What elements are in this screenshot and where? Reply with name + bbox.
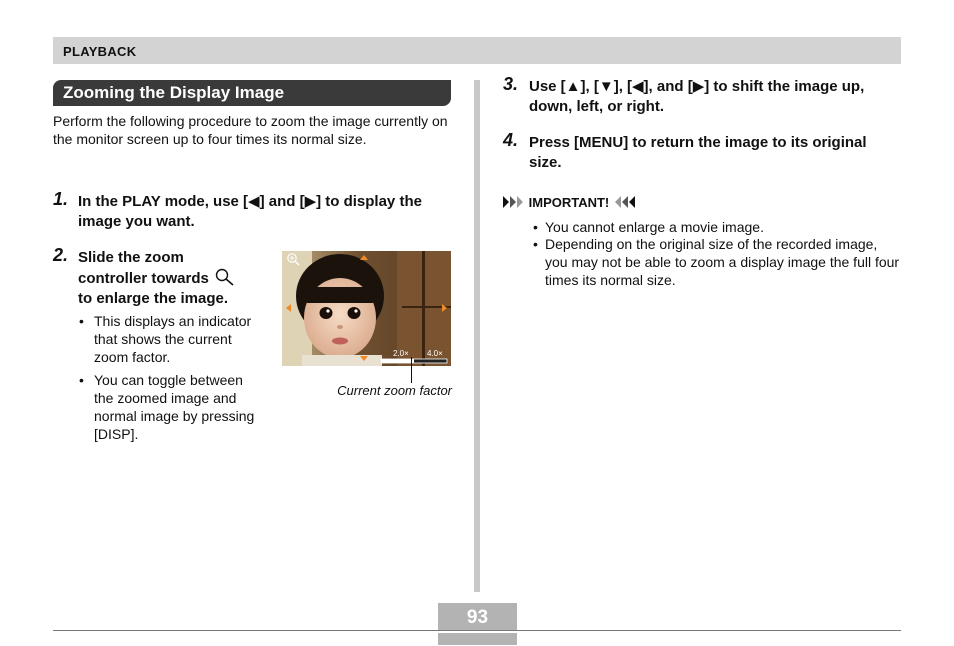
zoom-max-label: 4.0× [427,349,443,358]
triple-arrow-right-icon [503,196,525,208]
magnifier-icon [215,268,235,286]
zoomed-photo-example [282,251,451,366]
important-bullet-2: • Depending on the original size of the recorded image, you may not be able to zoom a display image the full four times its normal size. [533,235,903,289]
step-3-text: Use [▲], [▼], [◀], and [▶] to shift the image up, down, left, or right. [529,78,865,115]
step-3 [503,74,898,117]
step-4-number: 4. [503,130,519,150]
step-2-number: 2. [53,245,69,265]
step-3-number: 3. [503,74,519,94]
step-2 [53,245,273,309]
section-header-label: PLAYBACK [63,44,137,59]
important-label: IMPORTANT! [528,195,610,210]
step-4-text: Press [MENU] to return the image to its original size. [529,134,867,171]
step-2-bullet-1: • This displays an indicator that shows the current zoom factor. [79,312,259,366]
page-number-box [438,603,517,645]
step-1-number: 1. [53,189,69,209]
step-2-bullet-1-text: This displays an indicator that shows the current zoom factor. [94,313,252,365]
step-2-line-3: to enlarge the image. [78,290,229,307]
step-2-line-2-wrap [78,268,273,289]
section-title: Zooming the Display Image [63,83,285,102]
step-4 [503,130,898,173]
photo-caption: Current zoom factor [337,383,452,398]
important-heading [503,195,635,210]
step-2-bullet-2-text: You can toggle between the zoomed image and normal image by pressing [DISP]. [94,372,255,442]
important-bullet-2-text: Depending on the original size of the recorded image, you may not be able to zoom a display image the full four times its normal size. [545,236,900,288]
section-header-bar [53,37,901,64]
step-2-line-2: controller towards [78,270,209,287]
section-title-bar [53,80,451,106]
zoom-current-label: 2.0× [393,349,409,358]
zoomed-photo-illustration [282,251,451,366]
important-bullet-1-text: You cannot enlarge a movie image. [545,219,764,235]
page-number: 93 [466,607,489,628]
important-bullet-1: • You cannot enlarge a movie image. [533,218,903,236]
column-divider [474,80,480,592]
caption-pointer-line [411,357,412,383]
step-1-text: In the PLAY mode, use [◀] and [▶] to display the image you want. [78,193,422,230]
step-2-bullet-2: • You can toggle between the zoomed image and normal image by pressing [DISP]. [79,371,264,443]
intro-paragraph: Perform the following procedure to zoom the image currently on the monitor screen up to four times its normal size. [53,113,448,147]
footer-rule [53,630,901,631]
triple-arrow-left-icon [613,196,635,208]
step-1 [53,189,448,232]
zoom-bar-fill [381,359,414,363]
step-2-line-1: Slide the zoom [78,249,184,266]
